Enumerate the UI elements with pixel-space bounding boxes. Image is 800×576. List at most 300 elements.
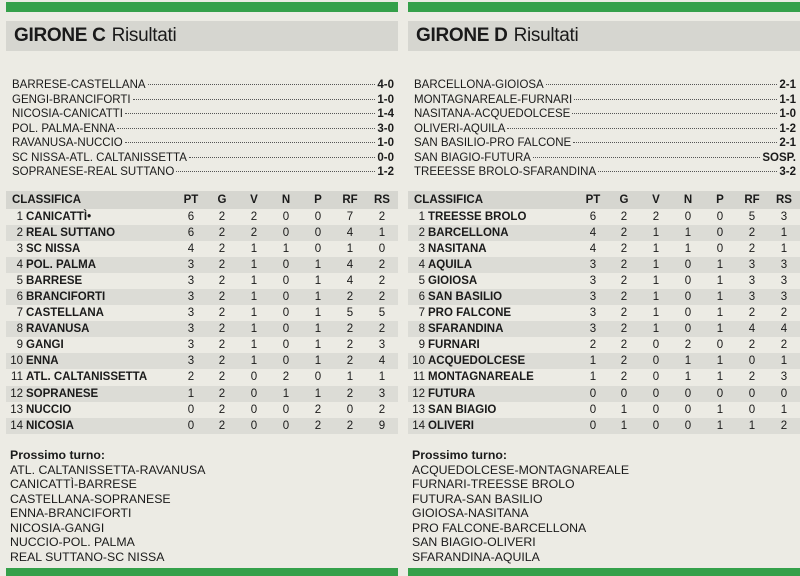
team-name: SFARANDINA <box>428 323 504 336</box>
stat-v: 0 <box>238 386 270 402</box>
stat-n: 1 <box>672 353 704 369</box>
stat-g: 2 <box>608 225 640 241</box>
stat-g: 2 <box>206 418 238 434</box>
team-name: OLIVERI <box>428 419 475 432</box>
stat-g: 2 <box>206 321 238 337</box>
stat-g: 2 <box>206 225 238 241</box>
result-score: 0-0 <box>377 151 394 164</box>
position: 5 <box>16 274 23 287</box>
result-score: 4-0 <box>377 79 394 91</box>
standings-row <box>408 321 800 337</box>
stat-rf: 7 <box>346 210 354 223</box>
team-name: SAN BIAGIO <box>428 403 497 416</box>
position: 6 <box>16 291 23 304</box>
standings-row <box>408 386 800 402</box>
team-name: FUTURA <box>428 387 476 400</box>
stat-rf: 2 <box>334 321 366 337</box>
group-subtitle: Risultati <box>111 25 177 46</box>
column-header: P <box>302 191 334 209</box>
team-name: RAVANUSA <box>26 323 90 336</box>
position: 2 <box>418 226 425 239</box>
position: 5 <box>418 274 425 287</box>
group-subtitle: Risultati <box>513 25 579 46</box>
stat-rs: 1 <box>768 353 800 369</box>
stat-n: 0 <box>672 257 704 273</box>
standings-row <box>6 402 398 418</box>
stat-g: 2 <box>218 403 226 416</box>
stat-pt: 0 <box>187 403 195 416</box>
position: 14 <box>10 419 23 432</box>
stat-rs: 2 <box>366 321 398 337</box>
standings-row <box>408 353 800 369</box>
result-score: 1-2 <box>377 166 394 178</box>
team-name: GIOIOSA <box>428 274 478 287</box>
stat-rf: 0 <box>748 403 756 416</box>
stat-rf: 2 <box>334 289 366 305</box>
dot-leader <box>189 157 375 158</box>
team-cell <box>6 321 176 337</box>
team-cell <box>408 209 578 225</box>
next-match: ACQUEDOLCESE-MONTAGNAREALE <box>412 462 630 477</box>
team-cell <box>408 418 578 434</box>
group-c-column <box>6 0 398 576</box>
stat-rf: 3 <box>736 289 768 305</box>
result-match: NICOSIA-CANICATTÌ <box>12 108 123 120</box>
position: 14 <box>412 419 425 432</box>
stat-n: 0 <box>282 403 290 416</box>
team-cell <box>6 273 176 289</box>
result-row <box>414 123 796 138</box>
result-row <box>414 108 796 123</box>
column-header: CLASSIFICA <box>408 191 578 209</box>
team-cell <box>408 321 578 337</box>
stat-v: 1 <box>238 321 270 337</box>
stat-rs: 2 <box>366 289 398 305</box>
stat-n: 0 <box>282 307 290 320</box>
stat-rs: 5 <box>378 307 386 320</box>
standings-row <box>6 418 398 434</box>
standings-row <box>6 369 398 385</box>
result-row <box>414 79 796 94</box>
standings-row <box>408 209 800 225</box>
stat-v: 1 <box>652 274 660 287</box>
stat-v: 0 <box>238 418 270 434</box>
stat-rf: 5 <box>346 307 354 320</box>
stat-rf: 0 <box>346 403 354 416</box>
column-header: PT <box>578 191 608 209</box>
stat-rf: 2 <box>736 225 768 241</box>
stat-rf: 1 <box>346 371 354 384</box>
result-score: 1-0 <box>779 108 796 120</box>
stat-rf: 1 <box>736 418 768 434</box>
next-match: SAN BIAGIO-OLIVERI <box>412 535 536 550</box>
stat-v: 0 <box>652 371 660 384</box>
standings-row <box>6 209 398 225</box>
stat-rf: 2 <box>334 386 366 402</box>
stat-pt: 3 <box>578 321 608 337</box>
stat-v: 0 <box>640 418 672 434</box>
stat-rf: 2 <box>748 371 756 384</box>
stat-p: 2 <box>302 418 334 434</box>
next-match: REAL SUTTANO-SC NISSA <box>10 549 165 564</box>
column-header: P <box>704 191 736 209</box>
bottom-green-bar <box>408 568 800 576</box>
team-cell <box>408 386 578 402</box>
stat-pt: 3 <box>176 321 206 337</box>
stat-p: 1 <box>314 274 322 287</box>
stat-n: 1 <box>684 242 692 255</box>
team-cell <box>408 337 578 353</box>
group-title: GIRONE D <box>416 25 508 46</box>
result-row <box>12 166 394 181</box>
stat-n: 2 <box>282 371 290 384</box>
team-cell <box>6 418 176 434</box>
result-row <box>12 137 394 152</box>
stat-pt: 4 <box>187 242 195 255</box>
next-match: CANICATTÌ-BARRESE <box>10 477 137 492</box>
stat-p: 0 <box>716 242 724 255</box>
stat-g: 1 <box>620 403 628 416</box>
stat-p: 1 <box>704 321 736 337</box>
position: 12 <box>412 387 425 400</box>
standings-row <box>6 321 398 337</box>
stat-pt: 3 <box>176 353 206 369</box>
stat-p: 1 <box>704 353 736 369</box>
stat-v: 1 <box>250 242 258 255</box>
results-list <box>408 79 800 181</box>
bottom-green-bar <box>6 568 398 576</box>
standings-row <box>408 225 800 241</box>
stat-pt: 3 <box>176 289 206 305</box>
stat-rs: 2 <box>378 403 386 416</box>
dot-leader <box>133 99 376 100</box>
stat-rs: 3 <box>780 371 788 384</box>
stat-g: 2 <box>620 371 628 384</box>
column-header: RS <box>768 191 800 209</box>
stat-g: 2 <box>608 257 640 273</box>
stat-rs: 1 <box>366 225 398 241</box>
next-match: GIOIOSA-NASITANA <box>412 506 529 521</box>
standings-table <box>6 191 398 434</box>
team-name: BRANCIFORTI <box>26 291 106 304</box>
stat-rs: 1 <box>780 242 788 255</box>
team-name: CANICATTÌ• <box>26 210 92 223</box>
team-cell <box>6 337 176 353</box>
position: 10 <box>412 355 425 368</box>
team-cell <box>6 386 176 402</box>
result-match: SC NISSA-ATL. CALTANISSETTA <box>12 151 187 164</box>
stat-rf: 5 <box>748 210 756 223</box>
column-header: V <box>238 191 270 209</box>
team-cell <box>6 305 176 321</box>
standings-table-wrap <box>408 191 800 434</box>
stat-p: 1 <box>716 371 724 384</box>
dot-leader <box>533 157 760 158</box>
team-name: POL. PALMA <box>26 258 97 271</box>
stat-pt: 3 <box>589 307 597 320</box>
team-cell <box>6 257 176 273</box>
result-match: BARRESE-CASTELLANA <box>12 79 146 91</box>
next-match: PRO FALCONE-BARCELLONA <box>412 520 587 535</box>
team-cell <box>6 209 176 225</box>
column-header: RF <box>334 191 366 209</box>
stat-n: 0 <box>282 274 290 287</box>
stat-v: 1 <box>250 339 258 352</box>
stat-rs: 0 <box>378 242 386 255</box>
team-name: CASTELLANA <box>26 307 104 320</box>
stat-p: 0 <box>704 386 736 402</box>
stat-rf: 2 <box>748 242 756 255</box>
stat-n: 1 <box>684 371 692 384</box>
stat-rs: 4 <box>366 353 398 369</box>
stat-n: 0 <box>684 274 692 287</box>
position: 1 <box>418 210 425 223</box>
results-list <box>6 79 398 181</box>
stat-v: 0 <box>640 353 672 369</box>
stat-p: 1 <box>314 339 322 352</box>
team-name: NASITANA <box>428 242 487 255</box>
next-match: FURNARI-TREESSE BROLO <box>412 477 575 492</box>
stat-g: 2 <box>620 242 628 255</box>
stat-rf: 1 <box>346 242 354 255</box>
stat-v: 2 <box>250 210 258 223</box>
stat-p: 0 <box>704 225 736 241</box>
team-cell <box>408 225 578 241</box>
column-header: V <box>640 191 672 209</box>
stat-v: 1 <box>652 307 660 320</box>
column-header: G <box>206 191 238 209</box>
team-cell <box>408 241 578 257</box>
result-match: TREEESSE BROLO-SFARANDINA <box>414 166 597 178</box>
dot-leader <box>125 142 376 143</box>
result-score: 2-1 <box>779 137 796 149</box>
team-cell <box>408 305 578 321</box>
column-header: RS <box>366 191 398 209</box>
stat-rf: 2 <box>334 353 366 369</box>
stat-rs: 9 <box>366 418 398 434</box>
column-header: N <box>270 191 302 209</box>
result-score: 1-0 <box>377 137 394 149</box>
standings-row <box>408 289 800 305</box>
position: 11 <box>11 371 23 384</box>
stat-n: 2 <box>684 339 692 352</box>
position: 6 <box>418 291 425 304</box>
stat-v: 1 <box>250 307 258 320</box>
dot-leader <box>573 142 777 143</box>
stat-v: 1 <box>640 289 672 305</box>
result-match: RAVANUSA-NUCCIO <box>12 137 123 149</box>
stat-v: 1 <box>652 242 660 255</box>
team-cell <box>408 369 578 385</box>
stat-pt: 4 <box>589 242 597 255</box>
stat-pt: 3 <box>187 274 195 287</box>
team-name: ATL. CALTANISSETTA <box>26 371 148 384</box>
stat-pt: 3 <box>578 289 608 305</box>
stat-g: 2 <box>218 339 226 352</box>
top-green-bar <box>408 2 800 12</box>
stat-p: 0 <box>716 210 724 223</box>
stat-pt: 6 <box>589 210 597 223</box>
stat-rf: 2 <box>346 339 354 352</box>
stat-g: 2 <box>218 274 226 287</box>
stat-rs: 2 <box>768 418 800 434</box>
stat-p: 1 <box>716 307 724 320</box>
result-match: SAN BASILIO-PRO FALCONE <box>414 137 572 149</box>
position: 1 <box>16 210 23 223</box>
stat-rs: 4 <box>768 321 800 337</box>
standings-table-wrap <box>6 191 398 434</box>
stat-n: 0 <box>672 418 704 434</box>
stat-rf: 4 <box>346 274 354 287</box>
stat-v: 1 <box>238 353 270 369</box>
column-header: G <box>608 191 640 209</box>
stat-pt: 1 <box>589 371 597 384</box>
result-score: 2-1 <box>779 79 796 91</box>
stat-p: 1 <box>704 418 736 434</box>
stat-rf: 3 <box>736 257 768 273</box>
position: 12 <box>10 387 23 400</box>
dot-leader <box>572 113 777 114</box>
stat-p: 1 <box>704 289 736 305</box>
standings-table <box>408 191 800 434</box>
result-score: SOSP. <box>762 151 796 164</box>
stat-v: 1 <box>640 225 672 241</box>
team-cell <box>6 353 176 369</box>
dot-leader <box>117 128 375 129</box>
stat-p: 0 <box>302 225 334 241</box>
stat-g: 2 <box>218 307 226 320</box>
result-score: 3-2 <box>779 166 796 178</box>
result-row <box>12 123 394 138</box>
team-name: NUCCIO <box>26 403 72 416</box>
group-header <box>6 21 398 51</box>
top-green-bar <box>6 2 398 12</box>
dot-leader <box>574 99 777 100</box>
result-match: NASITANA-ACQUEDOLCESE <box>414 108 571 120</box>
stat-g: 2 <box>620 339 628 352</box>
stat-v: 0 <box>652 339 660 352</box>
stat-rs: 2 <box>378 210 386 223</box>
team-name: ENNA <box>26 355 59 368</box>
stat-rf: 2 <box>748 339 756 352</box>
stat-g: 2 <box>206 386 238 402</box>
next-round <box>6 448 398 565</box>
position: 9 <box>418 339 425 352</box>
stat-g: 2 <box>206 289 238 305</box>
stat-pt: 1 <box>578 353 608 369</box>
position: 7 <box>418 307 425 320</box>
team-name: PRO FALCONE <box>428 307 512 320</box>
stat-pt: 3 <box>176 257 206 273</box>
stat-pt: 3 <box>589 274 597 287</box>
dot-leader <box>507 128 777 129</box>
stat-rf: 2 <box>334 418 366 434</box>
stat-g: 2 <box>608 289 640 305</box>
stat-v: 1 <box>238 289 270 305</box>
position: 2 <box>16 226 23 239</box>
stat-pt: 6 <box>176 225 206 241</box>
stat-v: 1 <box>640 257 672 273</box>
result-row <box>414 166 796 181</box>
result-score: 1-4 <box>377 108 394 120</box>
standings-row <box>6 225 398 241</box>
next-match: ENNA-BRANCIFORTI <box>10 506 132 521</box>
team-name: AQUILA <box>428 258 473 271</box>
result-row <box>414 152 796 167</box>
standings-row <box>6 386 398 402</box>
stat-n: 0 <box>270 353 302 369</box>
team-name: MONTAGNAREALE <box>428 371 534 384</box>
standings-row <box>6 289 398 305</box>
position: 8 <box>16 323 23 336</box>
standings-row <box>408 402 800 418</box>
team-cell <box>6 369 176 385</box>
position: 3 <box>418 242 425 255</box>
stat-pt: 0 <box>589 403 597 416</box>
stat-v: 0 <box>250 403 258 416</box>
stat-v: 2 <box>652 210 660 223</box>
stat-pt: 0 <box>578 386 608 402</box>
team-name: SC NISSA <box>26 242 81 255</box>
result-score: 3-0 <box>377 122 394 135</box>
standings-header-row <box>6 191 398 209</box>
stat-rs: 3 <box>378 339 386 352</box>
team-name: GANGI <box>26 339 64 352</box>
stat-pt: 2 <box>589 339 597 352</box>
stat-g: 2 <box>206 257 238 273</box>
group-header <box>408 21 800 51</box>
next-match: SFARANDINA-AQUILA <box>412 549 540 564</box>
stat-p: 1 <box>314 307 322 320</box>
next-match: CASTELLANA-SOPRANESE <box>10 491 171 506</box>
stat-g: 2 <box>218 210 226 223</box>
standings-row <box>408 241 800 257</box>
stat-rs: 1 <box>378 371 386 384</box>
stat-pt: 2 <box>187 371 195 384</box>
result-match: SAN BIAGIO-FUTURA <box>414 151 531 164</box>
stat-n: 0 <box>684 403 692 416</box>
stat-n: 0 <box>270 289 302 305</box>
standings-row <box>6 257 398 273</box>
stat-rf: 0 <box>736 386 768 402</box>
stat-rf: 4 <box>736 321 768 337</box>
result-match: POL. PALMA-ENNA <box>12 122 116 135</box>
stat-n: 0 <box>282 210 290 223</box>
next-match: ATL. CALTANISSETTA-RAVANUSA <box>10 462 206 477</box>
stat-rs: 1 <box>780 403 788 416</box>
position: 4 <box>418 258 425 271</box>
stat-rf: 4 <box>334 225 366 241</box>
stat-n: 0 <box>270 321 302 337</box>
stat-pt: 3 <box>187 307 195 320</box>
stat-p: 1 <box>302 289 334 305</box>
stat-v: 1 <box>640 321 672 337</box>
standings-row <box>6 305 398 321</box>
stat-g: 1 <box>608 418 640 434</box>
stat-g: 2 <box>608 353 640 369</box>
column-header: PT <box>176 191 206 209</box>
stat-v: 1 <box>250 274 258 287</box>
stat-n: 0 <box>672 321 704 337</box>
stat-n: 0 <box>270 257 302 273</box>
result-match: SOPRANESE-REAL SUTTANO <box>12 166 175 178</box>
stat-g: 2 <box>620 210 628 223</box>
stat-rs: 2 <box>780 307 788 320</box>
result-row <box>12 108 394 123</box>
stat-p: 0 <box>314 371 322 384</box>
stat-rs: 2 <box>366 257 398 273</box>
stat-n: 0 <box>684 210 692 223</box>
